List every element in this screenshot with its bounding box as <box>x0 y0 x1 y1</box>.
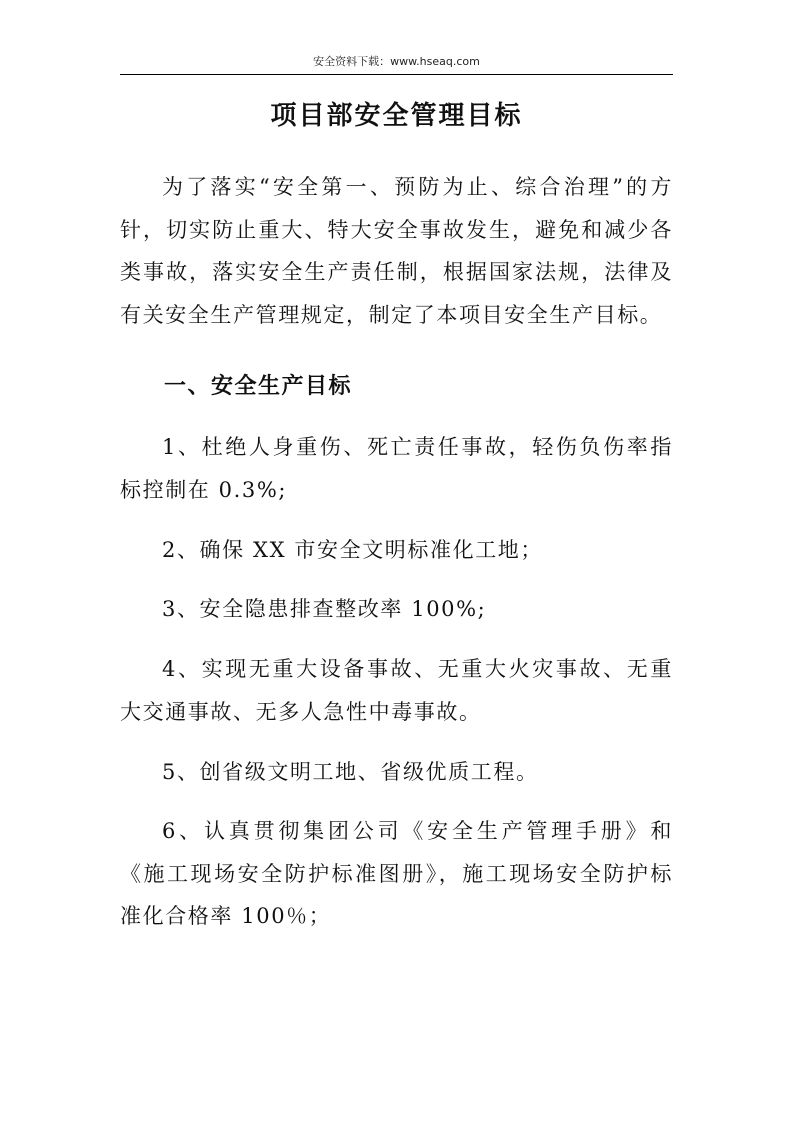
intro-paragraph: 为了落实“安全第一、预防为止、综合治理”的方针，切实防止重大、特大安全事故发生，避免和减少各类事故，落实安全生产责任制，根据国家法规，法律及有关安全生产管理规定，制定了本项目安全生产目标。 <box>120 175 673 327</box>
header-divider <box>120 74 673 75</box>
goal-item-5: 5、创省级文明工地、省级优质工程。 <box>162 760 539 784</box>
document-title: 项目部安全管理目标 <box>270 101 523 131</box>
goal-item-2: 2、确保 XX 市安全文明标准化工地； <box>162 538 544 562</box>
goal-item-1: 1、杜绝人身重伤、死亡责任事故，轻伤负伤率指标控制在 0.3%; <box>120 435 673 502</box>
section-heading: 一、安全生产目标 <box>164 373 353 399</box>
goal-item-4: 4、实现无重大设备事故、无重大火灾事故、无重大交通事故、无多人急性中毒事故。 <box>120 657 673 724</box>
page-header-site-text: 安全资料下载：www.hseaq.com <box>313 55 480 68</box>
goal-item-3: 3、安全隐患排查整改率 100%; <box>162 597 487 621</box>
goal-item-6: 6、认真贯彻集团公司《安全生产管理手册》和《施工现场安全防护标准图册》，施工现场安全防护标准化合格率 100％； <box>120 819 673 928</box>
